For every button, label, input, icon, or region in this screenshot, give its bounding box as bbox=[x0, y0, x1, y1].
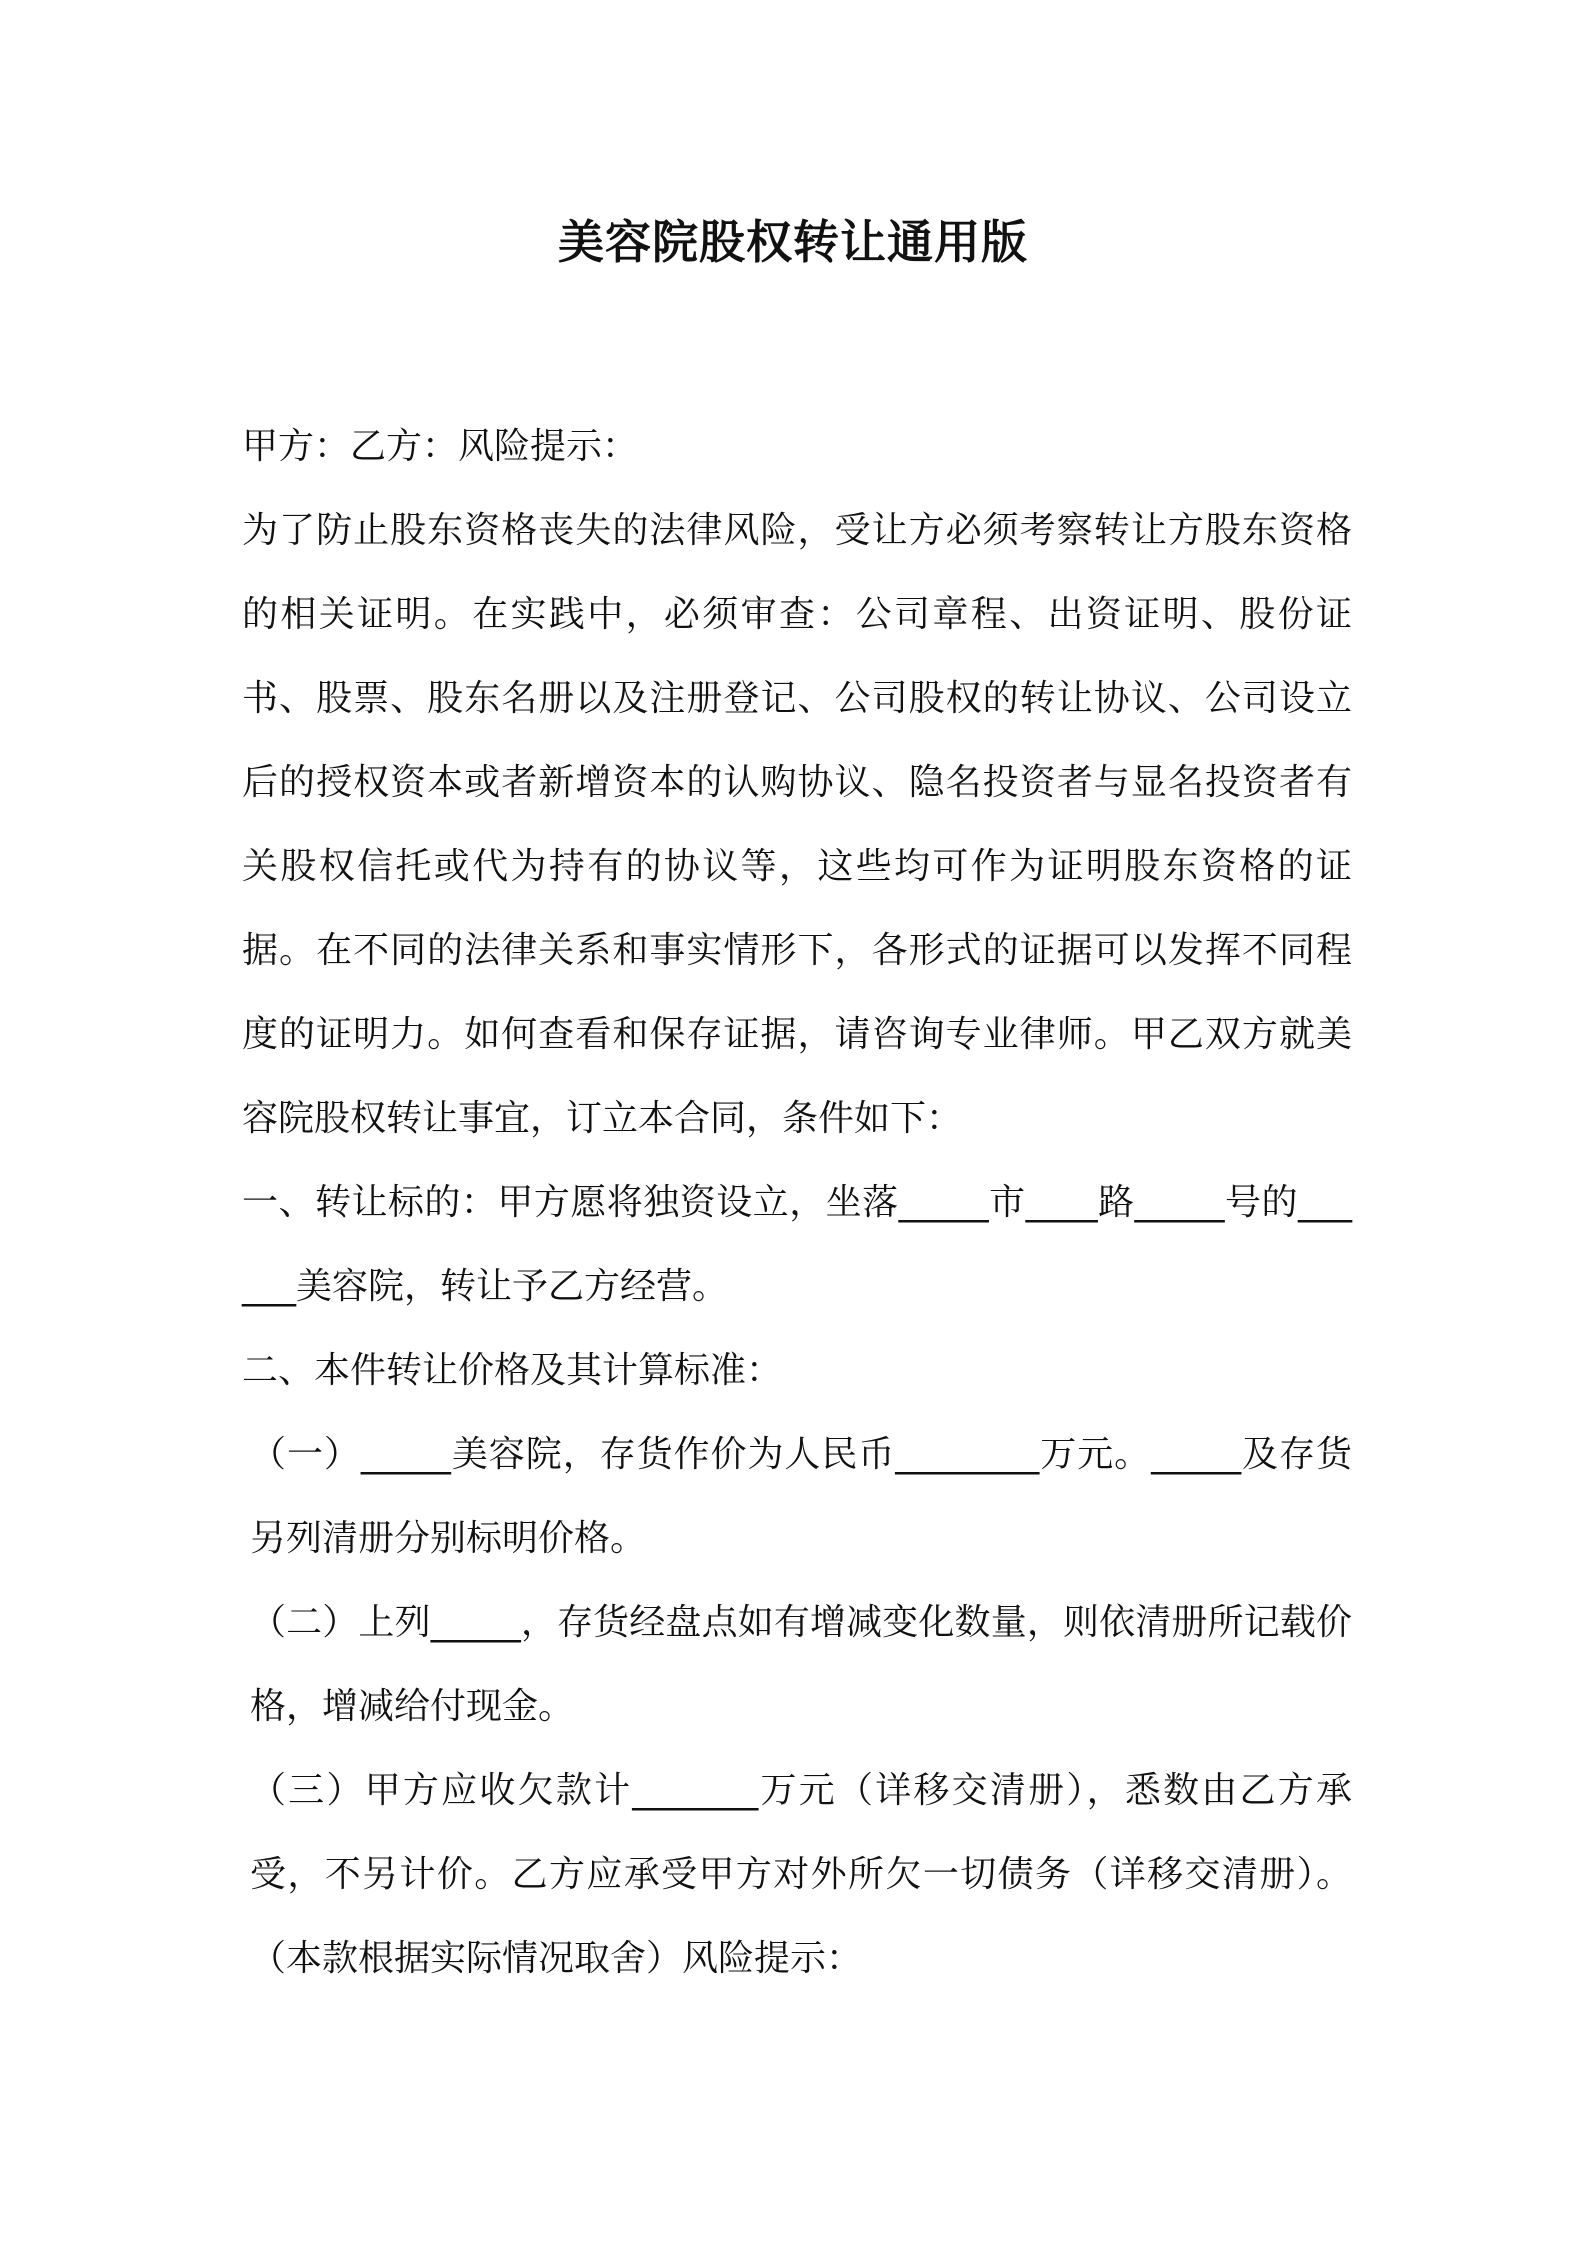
clause-1-transfer-subject: 一、转让标的：甲方愿将独资设立，坐落_____市____路_____号的______美容院，转让予乙方经营。 bbox=[242, 1182, 1352, 1307]
clause-2-price-heading: 二、本件转让价格及其计算标准： bbox=[242, 1350, 783, 1391]
clause-2-item-1: （一）_____美容院，存货作价为人民币________万元。_____及存货另列清册分别标明价格。 bbox=[250, 1434, 1352, 1559]
parties-and-risk-heading: 甲方：乙方：风险提示： bbox=[242, 426, 639, 467]
clause-2-item-3: （三）甲方应收欠款计_______万元（详移交清册），悉数由乙方承受，不另计价。乙方应承受甲方对外所欠一切债务（详移交清册）。（本款根据实际情况取舍）风险提示： bbox=[250, 1770, 1352, 1979]
document-body bbox=[242, 405, 1352, 2001]
clause-2-item-2: （二）上列_____，存货经盘点如有增减变化数量，则依清册所记载价格，增减给付现金。 bbox=[250, 1602, 1352, 1727]
document-title: 美容院股权转让通用版 bbox=[558, 215, 1028, 269]
risk-notice-paragraph: 为了防止股东资格丧失的法律风险，受让方必须考察转让方股东资格的相关证明。在实践中，必须审查：公司章程、出资证明、股份证书、股票、股东名册以及注册登记、公司股权的转让协议、公司设立后的授权资本或者新增资本的认购协议、隐名投资者与显名投资者有关股权信托或代为持有的协议等，这些均可作为证明股东资格的证据。在不同的法律关系和事实情形下，各形式的证据可以发挥不同程度的证明力。如何查看和保存证据，请咨询专业律师。甲乙双方就美容院股权转让事宜，订立本合同，条件如下： bbox=[242, 510, 1352, 1139]
